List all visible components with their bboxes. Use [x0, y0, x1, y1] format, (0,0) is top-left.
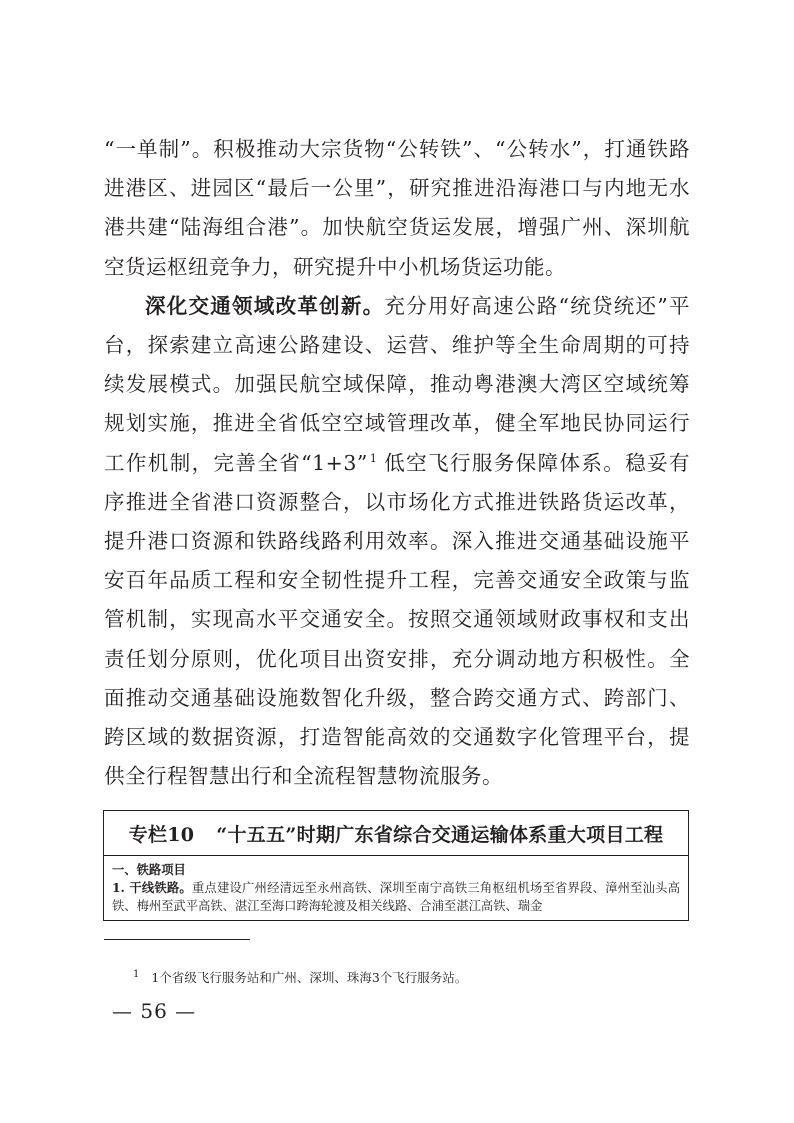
feature-box-item-text: 重点建设广州经清远至永州高铁、深圳至南宁高铁三角枢纽机场至省界段、漳州至汕头高铁、梅州至武平高铁、湛江至海口跨海轮渡及相关线路、合浦至湛江高铁、瑞金	[112, 881, 680, 913]
footnote-mark: 1	[133, 969, 140, 980]
feature-box	[103, 810, 689, 921]
footnote	[133, 966, 467, 987]
feature-box-number: 专栏10	[128, 823, 195, 846]
paragraph-text: 充分用好高速公路“统贷统还”平台，探索建立高速公路建设、运营、维护等全生命周期的可持续发展模式。加强民航空域保障，推动粤港澳大湾区空域统筹规划实施，推进全省低空空域管理改革，健全军地民协同运行工作机制，完善全省“1+3”	[104, 293, 690, 475]
feature-box-title	[104, 811, 688, 856]
body-text	[104, 130, 690, 796]
feature-box-item-label: 1. 干线铁路。	[112, 880, 192, 895]
feature-box-section-heading: 一、铁路项目	[112, 862, 186, 877]
feature-box-body	[104, 856, 688, 915]
feature-box-item	[112, 879, 680, 915]
page-number: — 56 —	[112, 999, 197, 1023]
paragraph-reform	[104, 287, 690, 797]
paragraph-lead-heading: 深化交通领域改革创新。	[145, 293, 385, 318]
footnote-text: 1个省级飞行服务站和广州、深圳、珠海3个飞行服务站。	[151, 970, 468, 986]
paragraph-freight: “一单制”。积极推动大宗货物“公转铁”、“公转水”，打通铁路进港区、进园区“最后一公里”，研究推进沿海港口与内地无水港共建“陆海组合港”。加快航空货运发展，增强广州、深圳航空货运枢纽竞争力，研究提升中小机场货运功能。	[104, 137, 690, 279]
footnote-divider	[104, 939, 250, 940]
footnote-reference[interactable]: 1	[369, 451, 378, 465]
feature-box-heading: “十五五”时期广东省综合交通运输体系重大项目工程	[216, 823, 664, 846]
paragraph-text: 低空飞行服务保障体系。稳妥有序推进全省港口资源整合，以市场化方式推进铁路货运改革，提升港口资源和铁路线路利用效率。深入推进交通基础设施平安百年品质工程和安全韧性提升工程，完善交通安全政策与监管机制，实现高水平交通安全。按照交通领域财政事权和支出责任划分原则，优化项目出资安排，充分调动地方积极性。全面推动交通基础设施数智化升级，整合跨交通方式、跨部门、跨区域的数据资源，打造智能高效的交通数字化管理平台，提供全行程智慧出行和全流程智慧物流服务。	[104, 450, 690, 789]
